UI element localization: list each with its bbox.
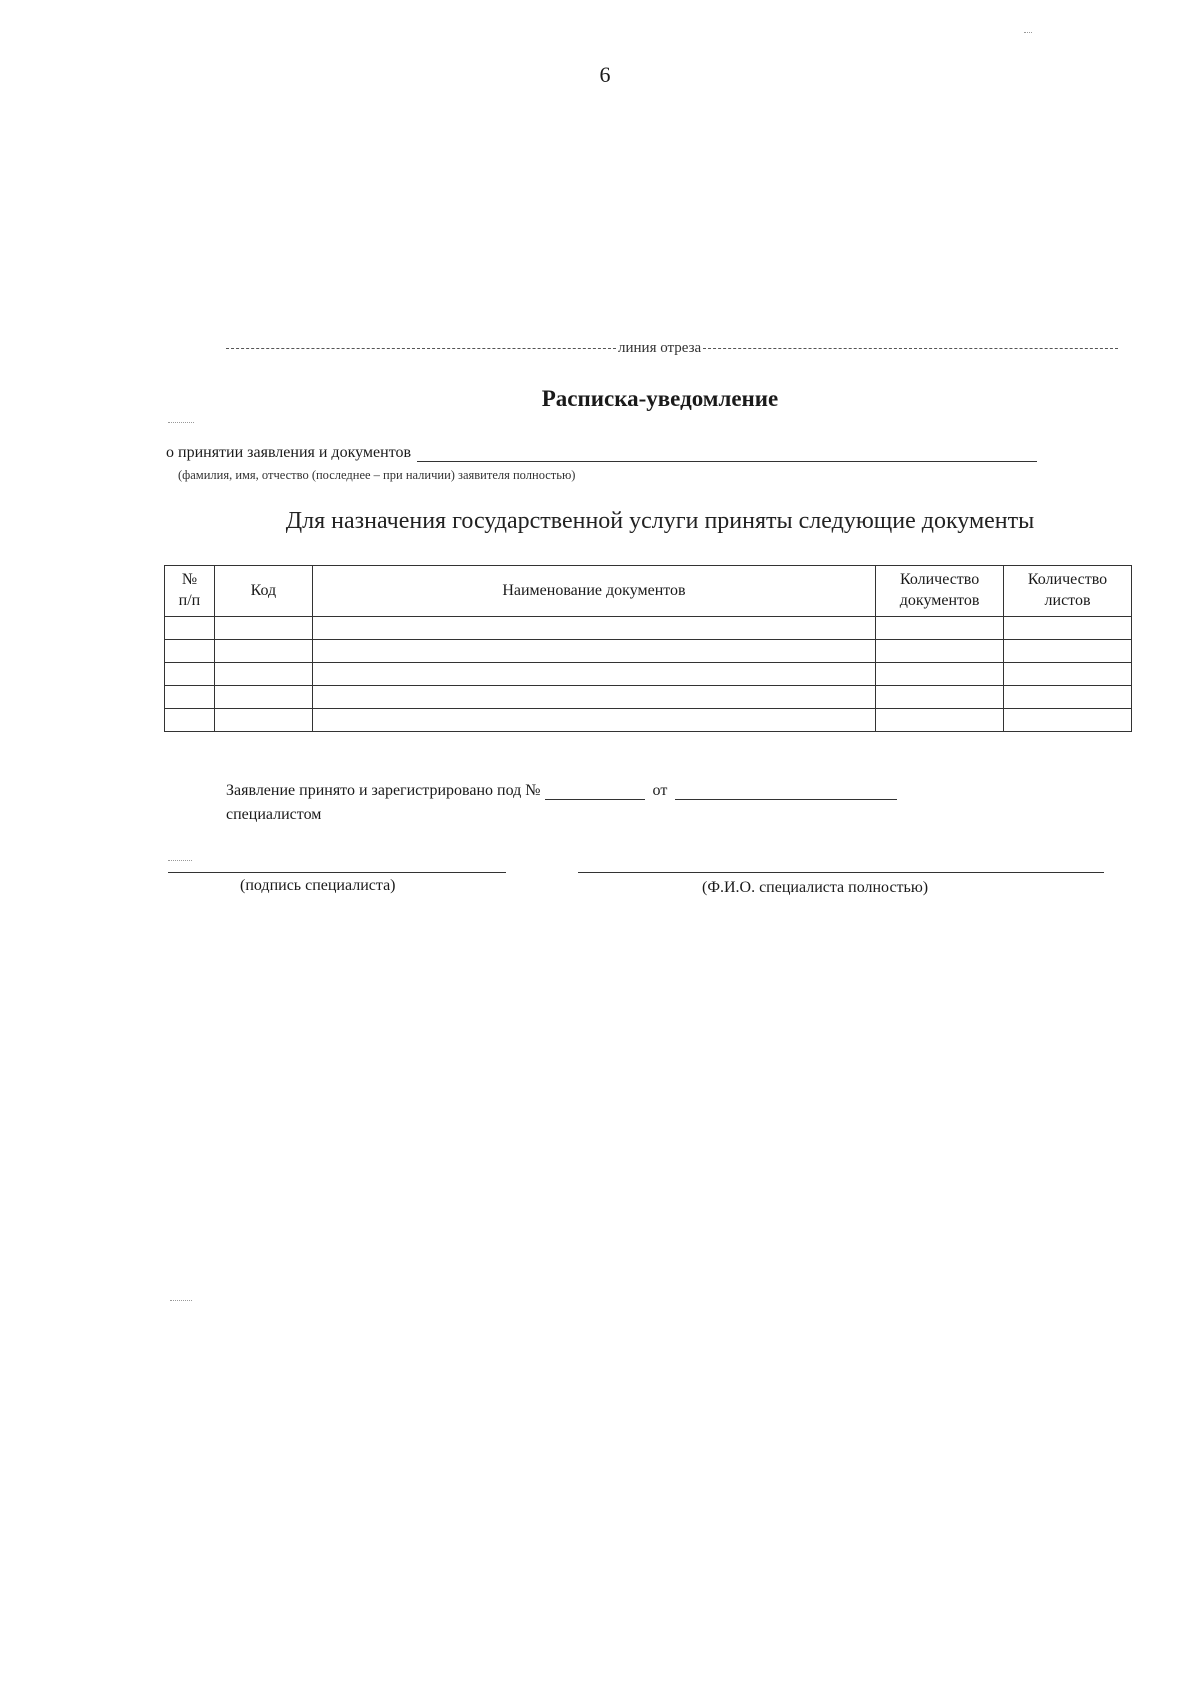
applicant-hint: (фамилия, имя, отчество (последнее – при наличии) заявителя полностью)	[178, 468, 576, 482]
specialist-word: специалистом	[226, 806, 322, 823]
from-text: от	[652, 782, 668, 799]
table-row	[165, 709, 1132, 732]
cell-doc-count[interactable]	[876, 640, 1004, 663]
cell-sheet-count[interactable]	[1004, 686, 1132, 709]
docs-heading: Для назначения государственной услуги приняты следующие документы	[285, 508, 1035, 534]
header-num-line1: №	[181, 571, 198, 589]
table-header-row	[165, 566, 1132, 617]
cell-name[interactable]	[312, 686, 875, 709]
fio-caption: (Ф.И.О. специалиста полностью)	[702, 879, 929, 896]
scan-speck	[1024, 32, 1032, 33]
cell-num[interactable]	[165, 663, 215, 686]
cell-name[interactable]	[312, 617, 875, 640]
cell-code[interactable]	[214, 640, 312, 663]
cell-num[interactable]	[165, 686, 215, 709]
table-row	[165, 640, 1132, 663]
cell-sheet-count[interactable]	[1004, 640, 1132, 663]
cell-code[interactable]	[214, 663, 312, 686]
registered-row	[226, 782, 897, 800]
fio-line[interactable]	[578, 872, 1104, 873]
applicant-name-blank[interactable]	[417, 445, 1037, 462]
cut-line-dash-right	[703, 348, 1118, 349]
cell-name[interactable]	[312, 640, 875, 663]
cell-num[interactable]	[165, 617, 215, 640]
scan-speck	[168, 422, 194, 423]
cell-doc-count[interactable]	[876, 617, 1004, 640]
header-sheet-count-line2: листов	[1044, 592, 1091, 609]
table-row	[165, 686, 1132, 709]
registration-date-blank[interactable]	[675, 783, 897, 800]
table-row	[165, 663, 1132, 686]
registered-text: Заявление принято и зарегистрировано под №	[226, 782, 541, 799]
cell-code[interactable]	[214, 709, 312, 732]
cell-code[interactable]	[214, 617, 312, 640]
header-num-line2: п/п	[178, 592, 201, 609]
cell-doc-count[interactable]	[876, 709, 1004, 732]
registration-number-blank[interactable]	[545, 783, 645, 800]
cell-num[interactable]	[165, 709, 215, 732]
page-number: 6	[599, 62, 611, 87]
cell-num[interactable]	[165, 640, 215, 663]
cell-doc-count[interactable]	[876, 686, 1004, 709]
cell-sheet-count[interactable]	[1004, 617, 1132, 640]
cut-line	[226, 340, 1118, 357]
cell-code[interactable]	[214, 686, 312, 709]
cell-sheet-count[interactable]	[1004, 709, 1132, 732]
accepted-text: о принятии заявления и документов	[166, 444, 412, 461]
document-title: Расписка-уведомление	[541, 386, 779, 411]
header-num	[165, 566, 215, 617]
signature-line[interactable]	[168, 872, 506, 873]
cell-doc-count[interactable]	[876, 663, 1004, 686]
cell-sheet-count[interactable]	[1004, 663, 1132, 686]
header-doc-count-line2: документов	[899, 592, 980, 609]
cut-line-dash-left	[226, 348, 616, 349]
signature-caption: (подпись специалиста)	[240, 877, 396, 894]
header-code: Код	[214, 566, 312, 617]
table-row	[165, 617, 1132, 640]
cell-name[interactable]	[312, 709, 875, 732]
cut-line-label: линия отреза	[618, 340, 702, 356]
header-doc-count-line1: Количество	[899, 571, 980, 589]
scan-speck	[170, 1300, 192, 1301]
scan-speck	[168, 860, 192, 861]
header-sheet-count-line1: Количество	[1027, 571, 1108, 589]
header-doc-count	[876, 566, 1004, 617]
documents-table	[164, 565, 1132, 732]
header-sheet-count	[1004, 566, 1132, 617]
accepted-row	[166, 444, 1037, 462]
header-name: Наименование документов	[312, 566, 875, 617]
cell-name[interactable]	[312, 663, 875, 686]
